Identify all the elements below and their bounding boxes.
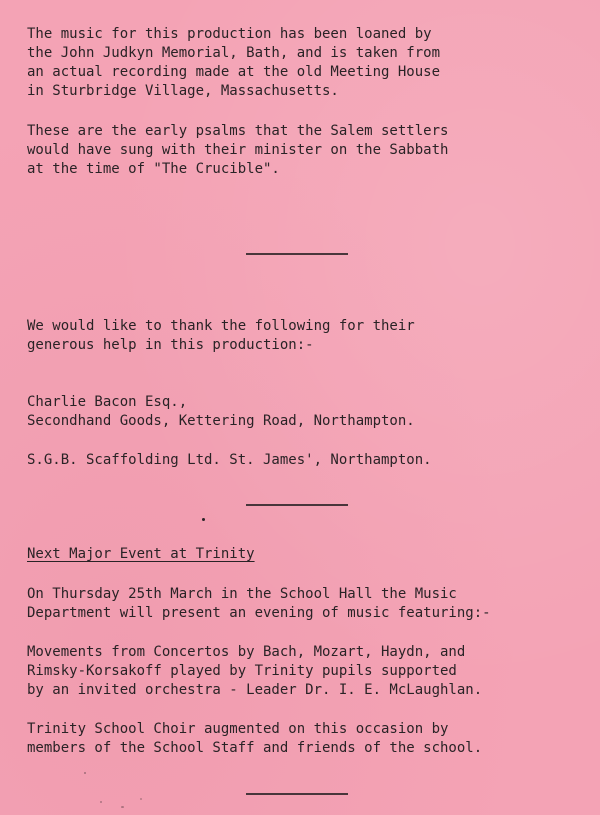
text-line: in Sturbridge Village, Massachusetts. — [27, 83, 339, 99]
thanks-intro-paragraph — [27, 317, 415, 355]
text-line: Rimsky-Korsakoff played by Trinity pupils supported — [27, 663, 457, 679]
text-line: Movements from Concertos by Bach, Mozart, Haydn, and — [27, 644, 466, 660]
text-line: an actual recording made at the old Meeting House — [27, 64, 441, 80]
ink-speck — [84, 772, 86, 774]
concertos-paragraph — [27, 643, 482, 700]
section-divider — [246, 793, 348, 795]
sponsor-sgb-scaffolding — [27, 451, 432, 470]
sponsor-charlie-bacon — [27, 393, 415, 431]
psalms-paragraph — [27, 122, 448, 179]
text-line: at the time of "The Crucible". — [27, 161, 280, 177]
section-divider — [246, 253, 348, 255]
text-line: the John Judkyn Memorial, Bath, and is taken from — [27, 45, 441, 61]
ink-speck — [121, 806, 124, 808]
text-line: by an invited orchestra - Leader Dr. I. E. McLaughlan. — [27, 682, 483, 698]
text-line: S.G.B. Scaffolding Ltd. St. James', Northampton. — [27, 452, 432, 468]
text-line: We would like to thank the following for their — [27, 318, 415, 334]
ink-speck — [100, 801, 102, 803]
next-event-heading: Next Major Event at Trinity — [27, 546, 255, 562]
choir-paragraph — [27, 720, 482, 758]
text-line: Department will present an evening of music featuring:- — [27, 605, 491, 621]
text-line: Trinity School Choir augmented on this occasion by — [27, 721, 449, 737]
text-line: Charlie Bacon Esq., — [27, 394, 188, 410]
text-line: would have sung with their minister on the Sabbath — [27, 142, 449, 158]
text-line: The music for this production has been loaned by — [27, 26, 432, 42]
text-line: members of the School Staff and friends of the school. — [27, 740, 483, 756]
text-line: Secondhand Goods, Kettering Road, Northampton. — [27, 413, 415, 429]
music-loan-paragraph — [27, 25, 440, 101]
text-line: generous help in this production:- — [27, 337, 314, 353]
text-line: On Thursday 25th March in the School Hall the Music — [27, 586, 457, 602]
ink-speck — [140, 798, 142, 800]
section-divider — [246, 504, 348, 506]
text-line: These are the early psalms that the Salem settlers — [27, 123, 449, 139]
ink-speck — [202, 518, 205, 521]
event-date-paragraph — [27, 585, 491, 623]
